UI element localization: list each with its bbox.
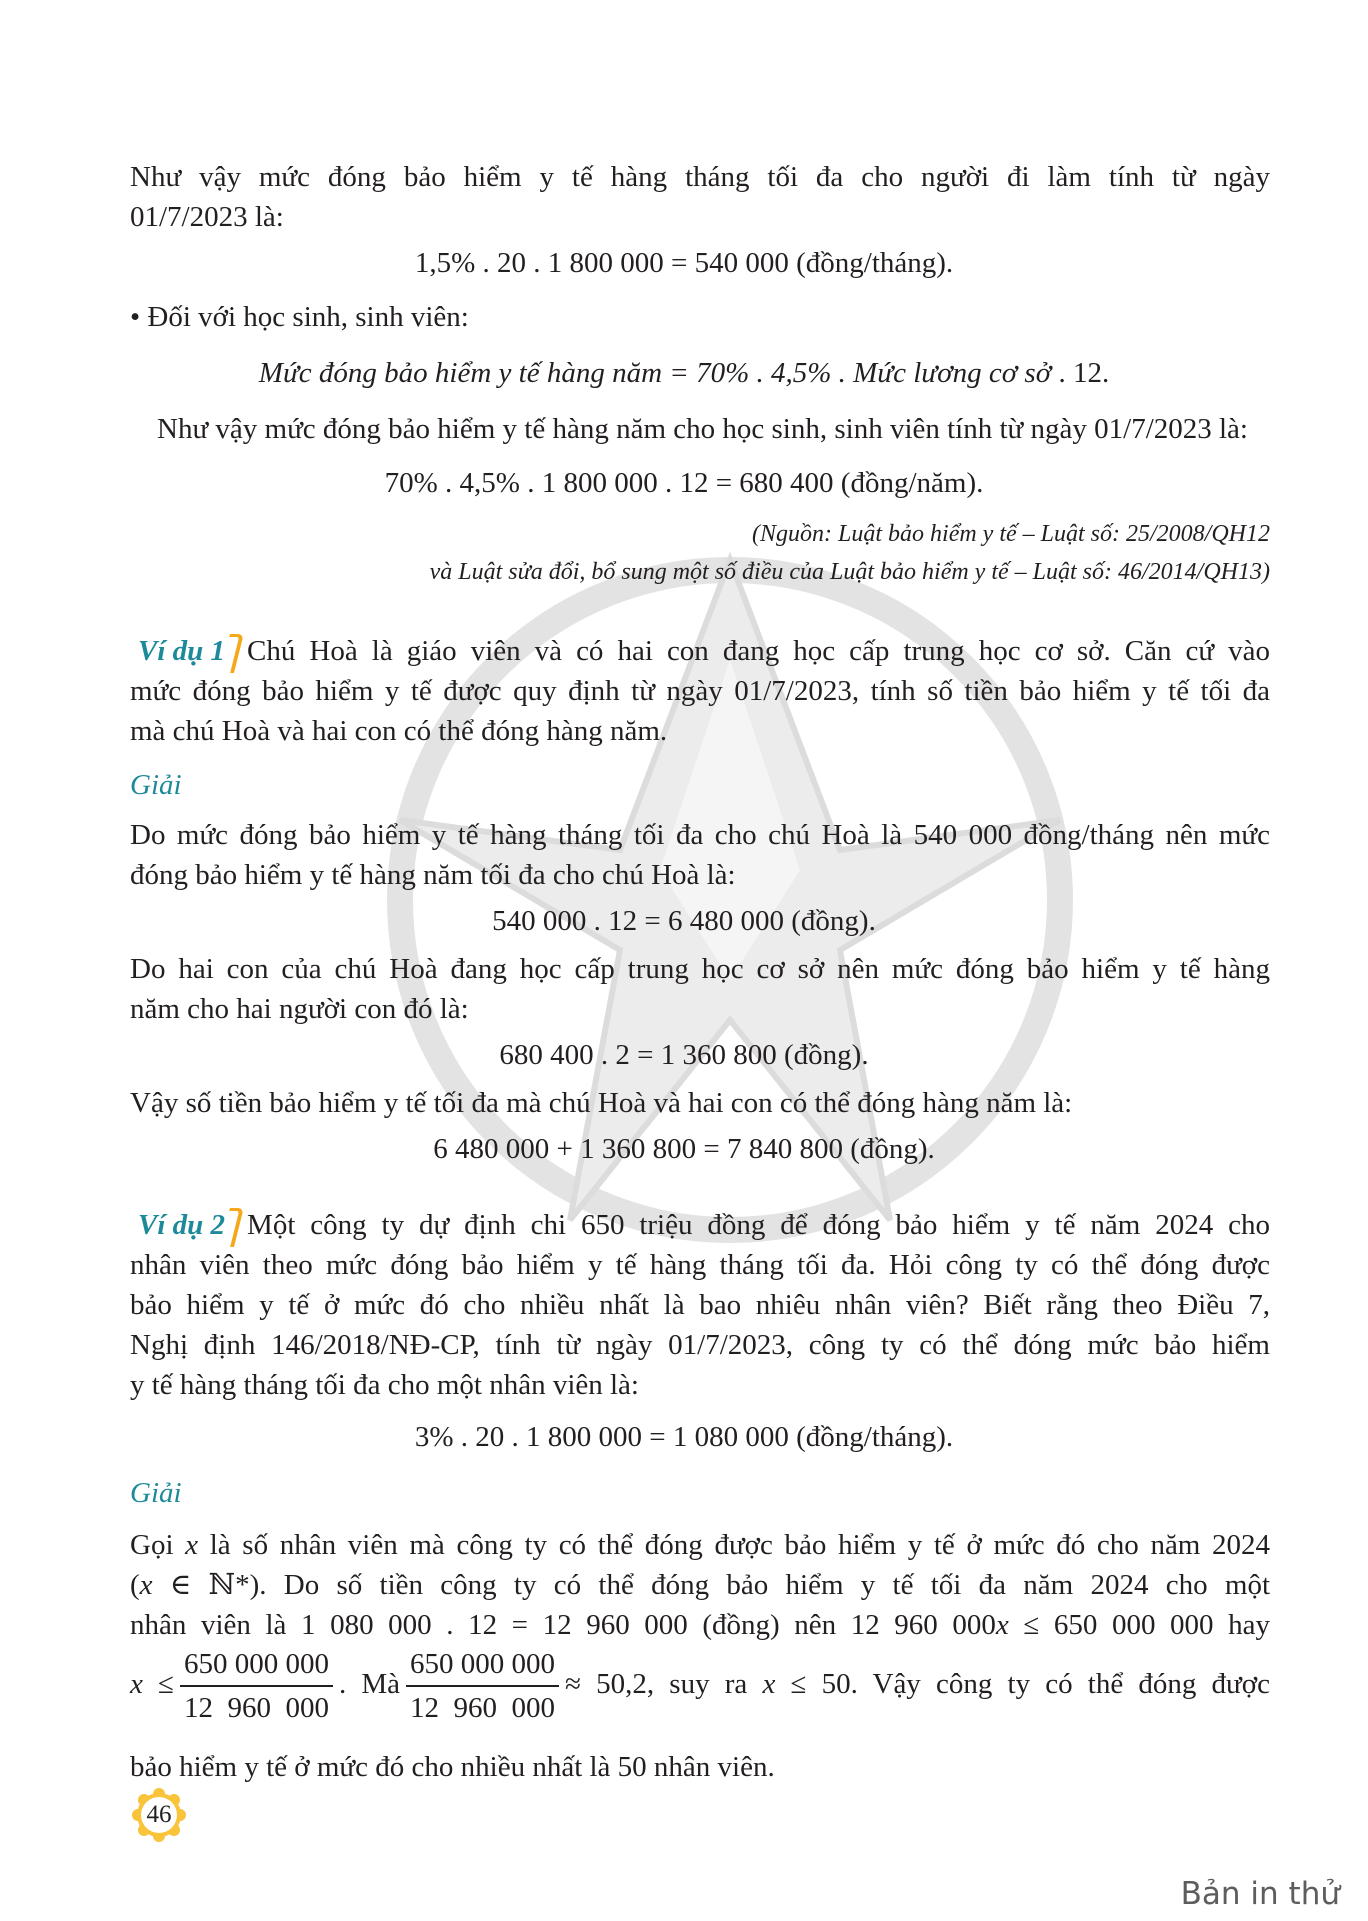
example2-formula-1: 3% . 20 . 1 800 000 = 1 080 000 (đồng/tháng). [414,1421,954,1453]
example2-solution-2 [130,1566,1270,1604]
example1-solution-1: Do mức đóng bảo hiểm y tế hàng tháng tối đa cho chú Hoà là 540 000 đồng/tháng nên mức [130,819,1270,851]
var-x: x [995,1609,1009,1641]
example2-solution-label: Giải [130,1477,182,1509]
example2-solution-4 [130,1644,1270,1727]
s4-mid: . Mà [338,1668,401,1700]
example2-line-4: Nghị định 146/2018/NĐ-CP, tính từ ngày 01/7/2023, công ty có thể đóng mức bảo hiểm [130,1329,1270,1361]
le-symbol: ≤ [158,1668,174,1700]
example2-text-1: Một công ty dự định chi 650 triệu đồng để đóng bảo hiểm y tế năm 2024 cho [247,1209,1270,1241]
trial-print-label: Bản in thử [1180,1876,1340,1912]
example1-formula-1: 540 000 . 12 = 6 480 000 (đồng). [492,905,876,937]
example2-solution-1 [130,1526,1270,1564]
example2-label [130,1206,239,1244]
fraction-1 [180,1645,333,1727]
s4-d: ≤ 50. Vậy công ty có thể đóng được [790,1668,1270,1700]
fraction-denominator: 12 960 000 [410,1692,556,1725]
intro-line-2: 01/7/2023 là: [130,201,284,233]
example1-solution-label: Giải [130,769,182,801]
s2-b: ∈ ℕ*). Do số tiền công ty có thể đóng bảo hiểm y tế tối đa năm 2024 cho một [169,1569,1271,1601]
example1-text-1: Chú Hoà là giáo viên và có hai con đang học cấp trung học cơ sở. Căn cứ vào [247,635,1270,667]
s1-a: Gọi [130,1529,174,1561]
fraction-numerator: 650 000 000 [180,1645,333,1687]
example2-label-text: Ví dụ 2 [138,1209,226,1241]
var-x: x [139,1569,153,1601]
example1-formula-3: 6 480 000 + 1 360 800 = 7 840 800 (đồng). [433,1133,935,1165]
rule-formula [0,354,1368,392]
example2-line-5: y tế hàng tháng tối đa cho một nhân viên là: [130,1369,639,1401]
rule-text: Mức đóng bảo hiểm y tế hàng năm = 70% . 4,5% . Mức lương cơ sở [258,357,1052,389]
example2-line-2: nhân viên theo mức đóng bảo hiểm y tế hàng tháng tối đa. Hỏi công ty có thể đóng được [130,1249,1270,1281]
example1-solution-5: Vậy số tiền bảo hiểm y tế tối đa mà chú Hoà và hai con có thể đóng hàng năm là: [130,1087,1073,1119]
var-x: x [185,1529,199,1561]
var-x: x [130,1668,143,1700]
source-line-1: (Nguồn: Luật bảo hiểm y tế – Luật số: 25/2008/QH12 [752,521,1270,547]
example1-formula-2: 680 400 . 2 = 1 360 800 (đồng). [499,1039,869,1071]
example1-solution-2: đóng bảo hiểm y tế hàng năm tối đa cho chú Hoà là: [130,859,736,891]
example1-label [130,632,239,670]
example1-line-2: mức đóng bảo hiểm y tế được quy định từ ngày 01/7/2023, tính số tiền bảo hiểm y tế tối đa [130,675,1270,707]
intro-formula-2: 70% . 4,5% . 1 800 000 . 12 = 680 400 (đồng/năm). [384,467,984,499]
s4-c: ≈ 50,2, suy ra [565,1668,748,1700]
bullet-students: • Đối với học sinh, sinh viên: [130,301,469,333]
var-x: x [762,1668,776,1700]
example2-solution-3 [130,1606,1270,1644]
example2-solution-5: bảo hiểm y tế ở mức đó cho nhiều nhất là 50 nhân viên. [130,1751,775,1783]
fraction-denominator: 12 960 000 [183,1692,329,1725]
example1-solution-4: năm cho hai người con đó là: [130,993,469,1025]
source-line-2: và Luật sửa đổi, bổ sung một số điều của Luật bảo hiểm y tế – Luật số: 46/2014/QH13) [429,559,1270,585]
example1-line-1 [130,632,1270,670]
rule-tail: . 12. [1058,357,1110,389]
s3-a: nhân viên là 1 080 000 . 12 = 12 960 000 (đồng) nên 12 960 000 [130,1609,996,1641]
page-number: 46 [146,1801,172,1828]
s1-b: là số nhân viên mà công ty có thể đóng được bảo hiểm y tế ở mức đó cho năm 2024 [209,1529,1271,1561]
example1-line-3: mà chú Hoà và hai con có thể đóng hàng năm. [130,715,668,747]
fraction-numerator: 650 000 000 [406,1645,559,1687]
fraction-2 [406,1645,559,1727]
example2-line-3: bảo hiểm y tế ở mức đó cho nhiều nhất là bao nhiêu nhân viên? Biết rằng theo Điều 7, [130,1289,1270,1321]
s2-a: ( [130,1569,140,1601]
example2-line-1 [130,1206,1270,1244]
intro-line-3: Như vậy mức đóng bảo hiểm y tế hàng năm cho học sinh, sinh viên tính từ ngày 01/7/2023 là: [157,413,1248,445]
example1-solution-3: Do hai con của chú Hoà đang học cấp trung học cơ sở nên mức đóng bảo hiểm y tế hàng [130,953,1270,985]
s3-b: ≤ 650 000 000 hay [1023,1609,1270,1641]
example1-label-text: Ví dụ 1 [138,635,226,667]
intro-formula: 1,5% . 20 . 1 800 000 = 540 000 (đồng/tháng). [414,247,954,279]
intro-line-1: Như vậy mức đóng bảo hiểm y tế hàng tháng tối đa cho người đi làm tính từ ngày [130,161,1270,193]
